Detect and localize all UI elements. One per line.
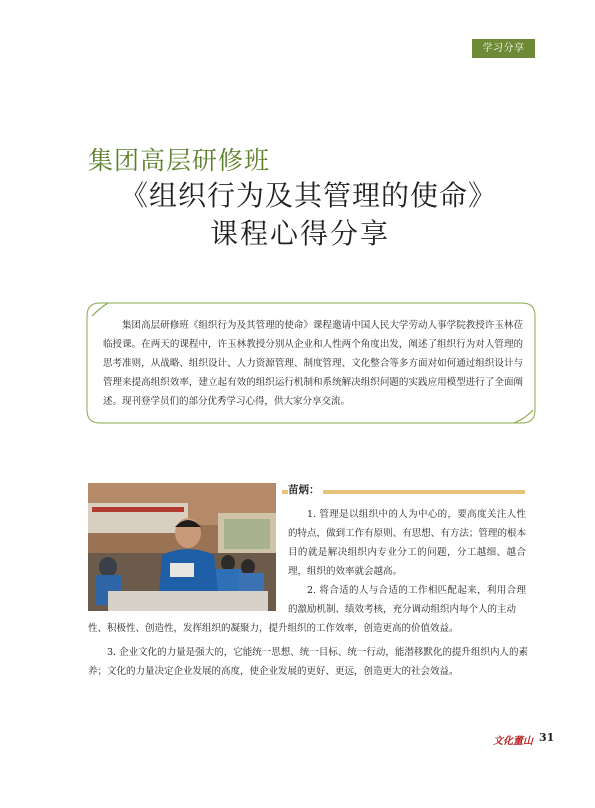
paragraph-3: 3. 企业文化的力量是强大的，它能统一思想、统一目标、统一行动，能潜移默化的提升组织内人的素养；文化的力量决定企业发展的高度，使企业发展的更好、更远，创造更大的社会效益。 — [88, 647, 528, 677]
page-number: 31 — [539, 731, 555, 744]
title-line-1: 集团高层研修班 — [88, 146, 271, 175]
paragraph-1: 1. 管理是以组织中的人为中心的，要高度关注人性的特点，做到工作有原则、有思想、有方法；管理的根本目的就是解决组织内专业分工的问题，分工越细、越合理，组织的效率就会越高。 — [288, 509, 526, 577]
section-tag: 学习分享 — [472, 39, 535, 58]
paragraph-2: 2. 将合适的人与合适的工作相匹配起来，利用合理的激励机制、绩效考核，充分调动组织内每个人的主动 — [288, 585, 526, 615]
title-line-3: 课程心得分享 — [209, 217, 390, 250]
speaker-photo — [88, 483, 276, 611]
title-line-2: 《组织行为及其管理的使命》 — [120, 179, 498, 212]
author-name: 苗炳： — [288, 482, 323, 497]
paragraph-2-continued: 性、积极性、创造性，发挥组织的凝聚力，提升组织的工作效率，创造更高的价值效益。 — [88, 623, 459, 634]
magazine-logo: 文化董山 — [493, 736, 533, 747]
intro-paragraph: 集团高层研修班《组织行为及其管理的使命》课程邀请中国人民大学劳动人事学院教授许玉林莅临授课。在两天的课程中，许玉林教授分别从企业和人性两个角度出发，阐述了组织行为对人管理的思考准则，从战略、组织设计、人力资源管理、制度管理、文化整合等多方面对如何通过组织设计与管理来提高组织效率，建立起有效的组织运行机制和系统解决组织问题的实践应用模型进行了全面阐述。现刊登学员们的部分优秀学习心得，供大家分享交流。 — [103, 320, 523, 407]
